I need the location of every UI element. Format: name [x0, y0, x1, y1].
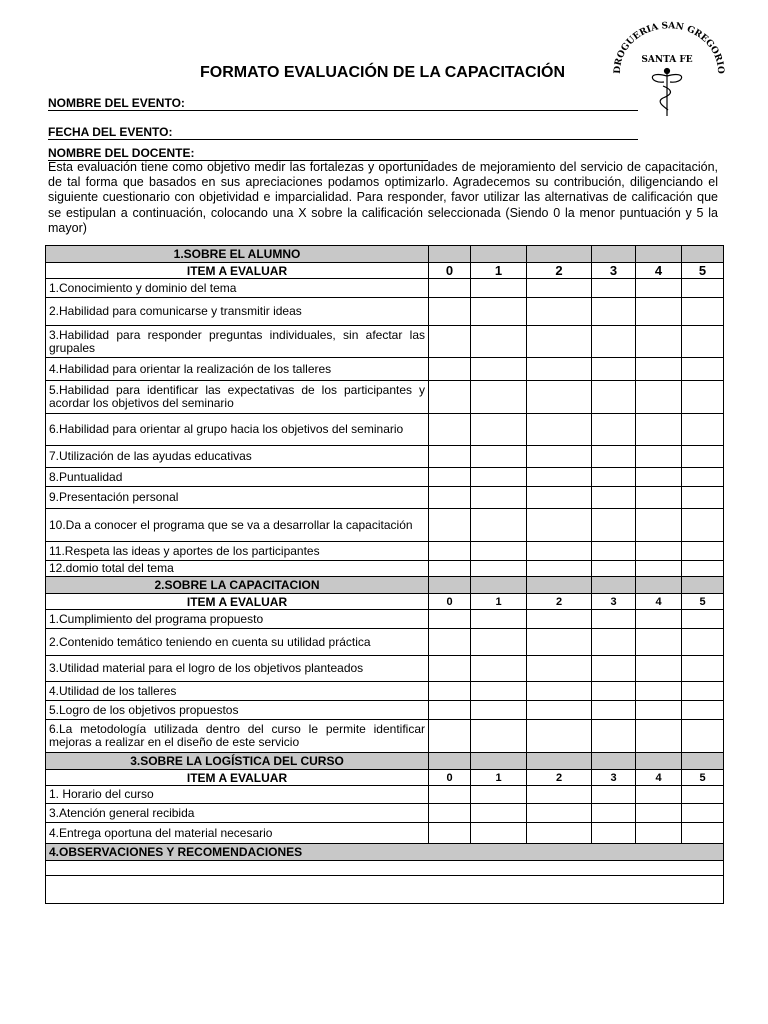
score-cell-0[interactable] — [429, 682, 471, 701]
score-cell-4[interactable] — [636, 786, 682, 804]
evaluation-row — [46, 298, 724, 326]
score-cell-0[interactable] — [429, 279, 471, 298]
section-header-row — [46, 753, 724, 770]
score-cell-5[interactable] — [682, 701, 724, 720]
score-cell-4[interactable] — [636, 682, 682, 701]
score-cell-3[interactable] — [592, 298, 636, 326]
score-cell-0[interactable] — [429, 446, 471, 468]
item-label: 9.Presentación personal — [46, 487, 429, 509]
evaluation-row — [46, 701, 724, 720]
score-header-3: 3 — [592, 770, 636, 786]
score-cell-0[interactable] — [429, 720, 471, 753]
score-cell-0[interactable] — [429, 468, 471, 487]
score-cell-3[interactable] — [592, 823, 636, 844]
score-cell-5[interactable] — [682, 561, 724, 577]
intro-paragraph: Esta evaluación tiene como objetivo medir las fortalezas y oportunidades de mejoramiento del servicio de capacitación, de tal forma que basados en sus apreciaciones podamos optimizarlo. Agradecemos su contribución, diligenciando el siguiente cuestionario con objetividad e imparcialidad. Para responder, favor utilizar las alternativas de calificación que se estipulan a continuación, colocando una X sobre la calificación seleccionada (Siendo 0 la menor puntuación y 5 la mayor) — [48, 160, 718, 235]
score-cell-5[interactable] — [682, 823, 724, 844]
score-cell-2[interactable] — [527, 446, 592, 468]
scale-header-row — [46, 770, 724, 786]
section-header-cell — [471, 577, 527, 594]
section-header-row — [46, 246, 724, 263]
event-date-field[interactable]: FECHA DEL EVENTO: — [48, 125, 638, 140]
score-cell-5[interactable] — [682, 298, 724, 326]
section-header-cell — [682, 577, 724, 594]
score-cell-4[interactable] — [636, 542, 682, 561]
score-cell-5[interactable] — [682, 804, 724, 823]
score-cell-1[interactable] — [471, 446, 527, 468]
score-cell-2[interactable] — [527, 542, 592, 561]
score-cell-1[interactable] — [471, 487, 527, 509]
score-cell-1[interactable] — [471, 326, 527, 358]
score-cell-3[interactable] — [592, 446, 636, 468]
score-cell-5[interactable] — [682, 468, 724, 487]
score-header-0: 0 — [429, 263, 471, 279]
item-label: 4.Entrega oportuna del material necesario — [46, 823, 429, 844]
logo-center-text: SANTA FE — [641, 55, 693, 65]
score-cell-0[interactable] — [429, 298, 471, 326]
score-header-4: 4 — [636, 263, 682, 279]
score-header-1: 1 — [471, 770, 527, 786]
section-header-cell — [592, 246, 636, 263]
score-cell-0[interactable] — [429, 823, 471, 844]
score-cell-1[interactable] — [471, 682, 527, 701]
score-cell-3[interactable] — [592, 468, 636, 487]
event-name-field[interactable]: NOMBRE DEL EVENTO: — [48, 96, 638, 111]
item-label: 2.Habilidad para comunicarse y transmitir ideas — [46, 298, 429, 326]
score-cell-1[interactable] — [471, 358, 527, 381]
score-header-2: 2 — [527, 594, 592, 610]
observations-input[interactable] — [46, 876, 724, 904]
score-header-3: 3 — [592, 263, 636, 279]
item-label: 8.Puntualidad — [46, 468, 429, 487]
score-header-0: 0 — [429, 594, 471, 610]
score-cell-0[interactable] — [429, 610, 471, 629]
score-cell-4[interactable] — [636, 298, 682, 326]
score-cell-5[interactable] — [682, 487, 724, 509]
score-cell-1[interactable] — [471, 468, 527, 487]
score-cell-1[interactable] — [471, 509, 527, 542]
score-cell-2[interactable] — [527, 468, 592, 487]
score-cell-3[interactable] — [592, 326, 636, 358]
evaluation-row — [46, 786, 724, 804]
score-cell-0[interactable] — [429, 542, 471, 561]
section-header-cell — [682, 246, 724, 263]
score-cell-0[interactable] — [429, 358, 471, 381]
score-cell-1[interactable] — [471, 542, 527, 561]
item-label: 6.Habilidad para orientar al grupo hacia los objetivos del seminario — [46, 414, 429, 446]
score-cell-2[interactable] — [527, 720, 592, 753]
score-cell-4[interactable] — [636, 804, 682, 823]
item-label: 11.Respeta las ideas y aportes de los participantes — [46, 542, 429, 561]
score-cell-2[interactable] — [527, 786, 592, 804]
evaluation-row — [46, 682, 724, 701]
score-cell-0[interactable] — [429, 381, 471, 414]
item-label: 3.Habilidad para responder preguntas individuales, sin afectar las grupales — [46, 326, 429, 358]
evaluation-row — [46, 446, 724, 468]
score-cell-4[interactable] — [636, 326, 682, 358]
score-cell-3[interactable] — [592, 279, 636, 298]
score-cell-5[interactable] — [682, 720, 724, 753]
item-label: 10.Da a conocer el programa que se va a desarrollar la capacitación — [46, 509, 429, 542]
item-label: 3.Atención general recibida — [46, 804, 429, 823]
score-cell-5[interactable] — [682, 358, 724, 381]
score-cell-3[interactable] — [592, 610, 636, 629]
score-cell-4[interactable] — [636, 381, 682, 414]
evaluation-row — [46, 823, 724, 844]
score-cell-2[interactable] — [527, 509, 592, 542]
score-cell-2[interactable] — [527, 823, 592, 844]
score-cell-4[interactable] — [636, 279, 682, 298]
score-cell-2[interactable] — [527, 656, 592, 682]
score-cell-3[interactable] — [592, 629, 636, 656]
evaluation-row — [46, 509, 724, 542]
score-cell-1[interactable] — [471, 720, 527, 753]
teacher-name-field[interactable]: NOMBRE DEL DOCENTE: — [48, 146, 428, 161]
evaluation-row — [46, 279, 724, 298]
section-header-cell — [527, 577, 592, 594]
score-cell-1[interactable] — [471, 381, 527, 414]
score-cell-1[interactable] — [471, 298, 527, 326]
score-cell-4[interactable] — [636, 358, 682, 381]
score-cell-3[interactable] — [592, 381, 636, 414]
score-cell-3[interactable] — [592, 487, 636, 509]
score-cell-0[interactable] — [429, 804, 471, 823]
score-cell-4[interactable] — [636, 446, 682, 468]
observations-line — [46, 861, 724, 876]
score-cell-1[interactable] — [471, 279, 527, 298]
item-column-header: ITEM A EVALUAR — [46, 770, 429, 786]
score-cell-0[interactable] — [429, 326, 471, 358]
score-header-5: 5 — [682, 770, 724, 786]
section-header-cell — [527, 246, 592, 263]
score-cell-5[interactable] — [682, 326, 724, 358]
score-cell-1[interactable] — [471, 610, 527, 629]
section-header-cell — [471, 246, 527, 263]
score-cell-5[interactable] — [682, 682, 724, 701]
score-cell-5[interactable] — [682, 381, 724, 414]
section-header-cell — [636, 246, 682, 263]
score-cell-4[interactable] — [636, 656, 682, 682]
score-cell-4[interactable] — [636, 823, 682, 844]
score-cell-4[interactable] — [636, 561, 682, 577]
score-cell-2[interactable] — [527, 629, 592, 656]
score-cell-3[interactable] — [592, 358, 636, 381]
score-cell-4[interactable] — [636, 414, 682, 446]
evaluation-row — [46, 468, 724, 487]
score-cell-4[interactable] — [636, 610, 682, 629]
score-cell-3[interactable] — [592, 542, 636, 561]
section-header-cell — [682, 753, 724, 770]
score-cell-3[interactable] — [592, 682, 636, 701]
evaluation-row — [46, 358, 724, 381]
evaluation-row — [46, 629, 724, 656]
score-header-5: 5 — [682, 594, 724, 610]
item-column-header: ITEM A EVALUAR — [46, 594, 429, 610]
evaluation-row — [46, 381, 724, 414]
score-cell-2[interactable] — [527, 561, 592, 577]
section-header-cell — [429, 577, 471, 594]
item-label: 4.Utilidad de los talleres — [46, 682, 429, 701]
score-cell-4[interactable] — [636, 468, 682, 487]
score-cell-5[interactable] — [682, 542, 724, 561]
item-label: 5.Habilidad para identificar las expectativas de los participantes y acordar los objetivos del seminario — [46, 381, 429, 414]
score-cell-0[interactable] — [429, 629, 471, 656]
logo-arc-text: DROGUERIA SAN GREGORIO — [612, 21, 726, 75]
evaluation-row — [46, 656, 724, 682]
score-cell-2[interactable] — [527, 326, 592, 358]
scale-header-row — [46, 594, 724, 610]
item-column-header: ITEM A EVALUAR — [46, 263, 429, 279]
score-cell-0[interactable] — [429, 414, 471, 446]
score-cell-1[interactable] — [471, 656, 527, 682]
score-cell-5[interactable] — [682, 446, 724, 468]
section-header-cell — [592, 577, 636, 594]
observations-title: 4.OBSERVACIONES Y RECOMENDACIONES — [46, 844, 724, 861]
score-header-3: 3 — [592, 594, 636, 610]
item-label: 2.Contenido temático teniendo en cuenta su utilidad práctica — [46, 629, 429, 656]
score-cell-2[interactable] — [527, 682, 592, 701]
section-header-cell — [429, 753, 471, 770]
score-cell-3[interactable] — [592, 701, 636, 720]
score-cell-1[interactable] — [471, 786, 527, 804]
score-cell-5[interactable] — [682, 610, 724, 629]
section-header-cell — [592, 753, 636, 770]
score-cell-4[interactable] — [636, 487, 682, 509]
item-label: 6.La metodología utilizada dentro del curso le permite identificar mejoras a realizar en el diseño de este servicio — [46, 720, 429, 753]
score-header-0: 0 — [429, 770, 471, 786]
score-header-5: 5 — [682, 263, 724, 279]
score-cell-0[interactable] — [429, 487, 471, 509]
score-cell-3[interactable] — [592, 509, 636, 542]
score-header-1: 1 — [471, 594, 527, 610]
score-cell-4[interactable] — [636, 629, 682, 656]
section-header-cell — [636, 577, 682, 594]
score-cell-4[interactable] — [636, 720, 682, 753]
item-label: 5.Logro de los objetivos propuestos — [46, 701, 429, 720]
section-title: 3.SOBRE LA LOGÍSTICA DEL CURSO — [46, 753, 429, 770]
item-label: 4.Habilidad para orientar la realización de los talleres — [46, 358, 429, 381]
section-header-cell — [429, 246, 471, 263]
score-cell-4[interactable] — [636, 701, 682, 720]
score-cell-2[interactable] — [527, 610, 592, 629]
score-cell-5[interactable] — [682, 414, 724, 446]
item-label: 1.Cumplimiento del programa propuesto — [46, 610, 429, 629]
caduceus-icon — [652, 68, 681, 116]
evaluation-row — [46, 610, 724, 629]
item-label: 7.Utilización de las ayudas educativas — [46, 446, 429, 468]
score-header-4: 4 — [636, 770, 682, 786]
section-header-cell — [636, 753, 682, 770]
score-cell-1[interactable] — [471, 561, 527, 577]
score-header-2: 2 — [527, 263, 592, 279]
score-header-1: 1 — [471, 263, 527, 279]
section-header-cell — [527, 753, 592, 770]
section-header-row — [46, 577, 724, 594]
score-cell-3[interactable] — [592, 720, 636, 753]
score-cell-3[interactable] — [592, 786, 636, 804]
score-cell-1[interactable] — [471, 804, 527, 823]
score-cell-5[interactable] — [682, 786, 724, 804]
score-cell-2[interactable] — [527, 804, 592, 823]
score-cell-0[interactable] — [429, 509, 471, 542]
score-cell-2[interactable] — [527, 298, 592, 326]
evaluation-row — [46, 487, 724, 509]
score-cell-2[interactable] — [527, 381, 592, 414]
score-cell-3[interactable] — [592, 804, 636, 823]
score-cell-5[interactable] — [682, 279, 724, 298]
score-cell-1[interactable] — [471, 414, 527, 446]
evaluation-row — [46, 561, 724, 577]
scale-header-row — [46, 263, 724, 279]
item-label: 3.Utilidad material para el logro de los objetivos planteados — [46, 656, 429, 682]
section-title: 1.SOBRE EL ALUMNO — [46, 246, 429, 263]
item-label: 1.Conocimiento y dominio del tema — [46, 279, 429, 298]
score-cell-2[interactable] — [527, 279, 592, 298]
evaluation-table — [45, 245, 724, 904]
document-title: FORMATO EVALUACIÓN DE LA CAPACITACIÓN — [200, 64, 566, 81]
score-cell-5[interactable] — [682, 509, 724, 542]
score-cell-1[interactable] — [471, 629, 527, 656]
score-header-4: 4 — [636, 594, 682, 610]
section-title: 2.SOBRE LA CAPACITACION — [46, 577, 429, 594]
section-header-cell — [471, 753, 527, 770]
item-label: 1. Horario del curso — [46, 786, 429, 804]
observations-header-row — [46, 844, 724, 861]
score-cell-3[interactable] — [592, 656, 636, 682]
score-header-2: 2 — [527, 770, 592, 786]
score-cell-5[interactable] — [682, 629, 724, 656]
score-cell-2[interactable] — [527, 358, 592, 381]
score-cell-2[interactable] — [527, 701, 592, 720]
score-cell-2[interactable] — [527, 414, 592, 446]
evaluation-row — [46, 720, 724, 753]
score-cell-0[interactable] — [429, 701, 471, 720]
observations-line — [46, 876, 724, 904]
evaluation-row — [46, 542, 724, 561]
score-cell-5[interactable] — [682, 656, 724, 682]
item-label: 12.domio total del tema — [46, 561, 429, 577]
score-cell-2[interactable] — [527, 487, 592, 509]
score-cell-0[interactable] — [429, 786, 471, 804]
score-cell-0[interactable] — [429, 561, 471, 577]
score-cell-4[interactable] — [636, 509, 682, 542]
score-cell-3[interactable] — [592, 561, 636, 577]
svg-text:DROGUERIA SAN GREGORIO — [613, 21, 725, 74]
evaluation-row — [46, 804, 724, 823]
score-cell-3[interactable] — [592, 414, 636, 446]
evaluation-row — [46, 414, 724, 446]
score-cell-1[interactable] — [471, 701, 527, 720]
evaluation-row — [46, 326, 724, 358]
score-cell-1[interactable] — [471, 823, 527, 844]
observations-input[interactable] — [46, 861, 724, 876]
score-cell-0[interactable] — [429, 656, 471, 682]
